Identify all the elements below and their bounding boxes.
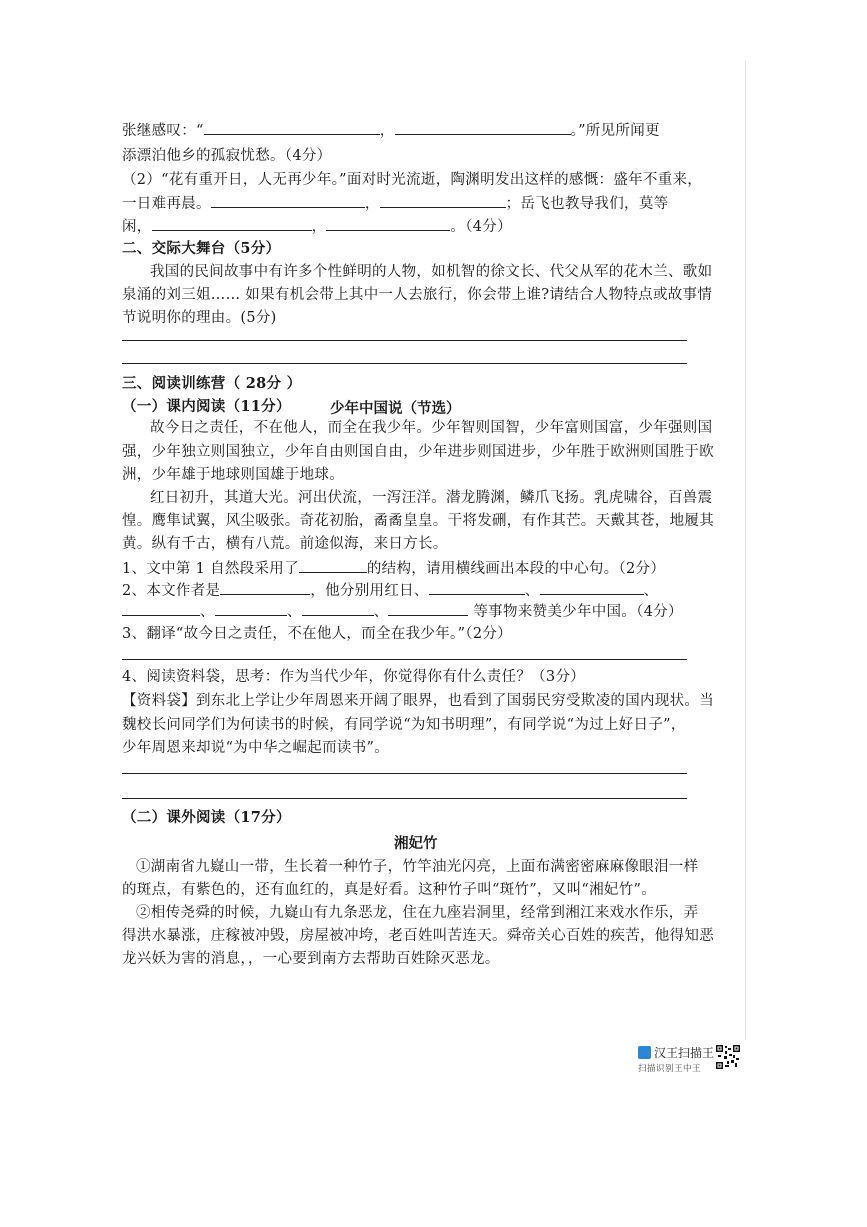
part2-title: 湘妃竹 bbox=[394, 835, 438, 852]
qr-code-icon bbox=[716, 1045, 740, 1069]
passage-line: 强，少年独立则国独立，少年自由则国自由，少年进步则国进步，少年胜于欧洲则国胜于欧 bbox=[122, 444, 714, 460]
answer-blank[interactable] bbox=[388, 601, 468, 616]
question-3: 3、翻译“故今日之责任，不在他人，而全在我少年。”（2分） bbox=[122, 626, 512, 642]
section2-paragraph-line: 泉涌的刘三姐…… 如果有机会带上其中一人去旅行，你会带上谁?请结合人物特点或故事情 bbox=[122, 287, 713, 303]
answer-blank[interactable] bbox=[429, 580, 525, 595]
hanwang-logo-icon bbox=[638, 1046, 651, 1059]
answer-blank[interactable] bbox=[380, 193, 506, 208]
passage-line: 惶。鹰隼试翼，风尘吸张。奇花初胎，矞矞皇皇。干将发硎，有作其芒。天戴其苍，地履其 bbox=[122, 513, 714, 529]
material-line: 少年周恩来却说“为中华之崛起而读书”。 bbox=[122, 740, 390, 756]
part2-passage-line: ②相传尧舜的时候，九嶷山有九条恶龙，住在九座岩洞里，经常到湘江来戏水作乐，弄 bbox=[136, 905, 699, 921]
section3-heading: 三、阅读训练营（ 28分 ） bbox=[122, 375, 302, 392]
answer-blank[interactable] bbox=[302, 601, 374, 616]
answer-blank[interactable] bbox=[395, 120, 571, 135]
q2-line2: 一日难再晨。 ， ；岳飞也教导我们，莫等 bbox=[122, 193, 668, 214]
section2-paragraph-line: 节说明你的理由。(5分) bbox=[122, 310, 277, 326]
answer-blank[interactable] bbox=[215, 601, 287, 616]
section2-paragraph-line: 我国的民间故事中有许多个性鲜明的人物，如机智的徐文长、代父从军的花木兰、歌如 bbox=[150, 264, 713, 280]
watermark-tagline: 扫描识别王中王 bbox=[638, 1064, 702, 1074]
q1-line1: 张继感叹：“ ， 。”所见所闻更 bbox=[122, 120, 660, 141]
answer-blank[interactable] bbox=[152, 216, 312, 231]
answer-blank[interactable] bbox=[299, 558, 367, 573]
question-4: 4、阅读资料袋，思考：作为当代少年，你觉得你有什么责任？（3分） bbox=[122, 669, 586, 685]
question-2-line1: 2、本文作者是 ，他分别用红日、 、 、 bbox=[122, 580, 658, 601]
answer-blank[interactable] bbox=[211, 193, 365, 208]
q2-line3: 闲， ， 。（4分） bbox=[122, 216, 512, 237]
answer-blank[interactable] bbox=[122, 601, 200, 616]
passage-line: 红日初升，其道大光。河出伏流，一泻汪洋。潜龙腾渊，鳞爪飞扬。乳虎啸谷，百兽震 bbox=[150, 490, 713, 506]
part2-passage-line: 龙兴妖为害的消息，，一心要到南方去帮助百姓除灭恶龙。 bbox=[122, 951, 500, 967]
part2-label: （二）课外阅读（17分） bbox=[122, 809, 291, 826]
passage-line: 故今日之责任，不在他人，而全在我少年。少年智则国智，少年富则国富，少年强则国 bbox=[150, 420, 713, 436]
answer-line[interactable] bbox=[122, 659, 687, 660]
part2-passage-line: 得洪水暴涨，庄稼被冲毁，房屋被冲垮，老百姓叫苦连天。舜帝关心百姓的疾苦，他得知恶 bbox=[122, 928, 714, 944]
answer-line[interactable] bbox=[122, 340, 687, 341]
part1-label: （一）课内阅读（11分） bbox=[122, 398, 291, 415]
material-line: 魏校长问同学们为何读书的时候，有同学说“为知书明理”，有同学说“为过上好日子”， bbox=[122, 717, 686, 733]
passage-line: 黄。纵有千古，横有八荒。前途似海，来日方长。 bbox=[122, 536, 448, 552]
answer-blank[interactable] bbox=[540, 580, 644, 595]
passage-line: 洲，少年雄于地球则国雄于地球。 bbox=[122, 467, 344, 483]
answer-blank[interactable] bbox=[220, 580, 310, 595]
answer-blank[interactable] bbox=[326, 216, 450, 231]
answer-line[interactable] bbox=[122, 363, 687, 364]
answer-line[interactable] bbox=[122, 773, 687, 774]
part2-passage-line: 的斑点，有紫色的，还有血红的，真是好看。这种竹子叫“斑竹”，又叫“湘妃竹”。 bbox=[122, 882, 657, 898]
question-2-line2: 、 、 、 等事物来赞美少年中国。（4分） bbox=[122, 601, 683, 622]
material-line: 【资料袋】到东北上学让少年周恩来开阔了眼界，也看到了国弱民穷受欺凌的国内现状。当 bbox=[122, 693, 714, 709]
answer-blank[interactable] bbox=[204, 120, 380, 135]
part1-title: 少年中国说（节选） bbox=[330, 400, 461, 417]
q2-line1: （2）“花有重开日，人无再少年。”面对时光流逝，陶渊明发出这样的感慨：盛年不重来， bbox=[122, 172, 703, 188]
part2-passage-line: ①湖南省九嶷山一带，生长着一种竹子，竹竿油光闪亮，上面布满密密麻麻像眼泪一样 bbox=[136, 859, 699, 875]
section2-heading: 二、交际大舞台（5分） bbox=[122, 240, 281, 257]
watermark-brand: 汉王扫描王 bbox=[654, 1046, 715, 1060]
scanner-watermark bbox=[638, 1045, 742, 1075]
question-1: 1、文中第 1 自然段采用了 的结构，请用横线画出本段的中心句。（2分） bbox=[122, 558, 665, 579]
page-edge-divider bbox=[745, 60, 746, 1040]
q1-line2: 添漂泊他乡的孤寂忧愁。（4分） bbox=[122, 148, 332, 164]
answer-line[interactable] bbox=[122, 798, 687, 799]
